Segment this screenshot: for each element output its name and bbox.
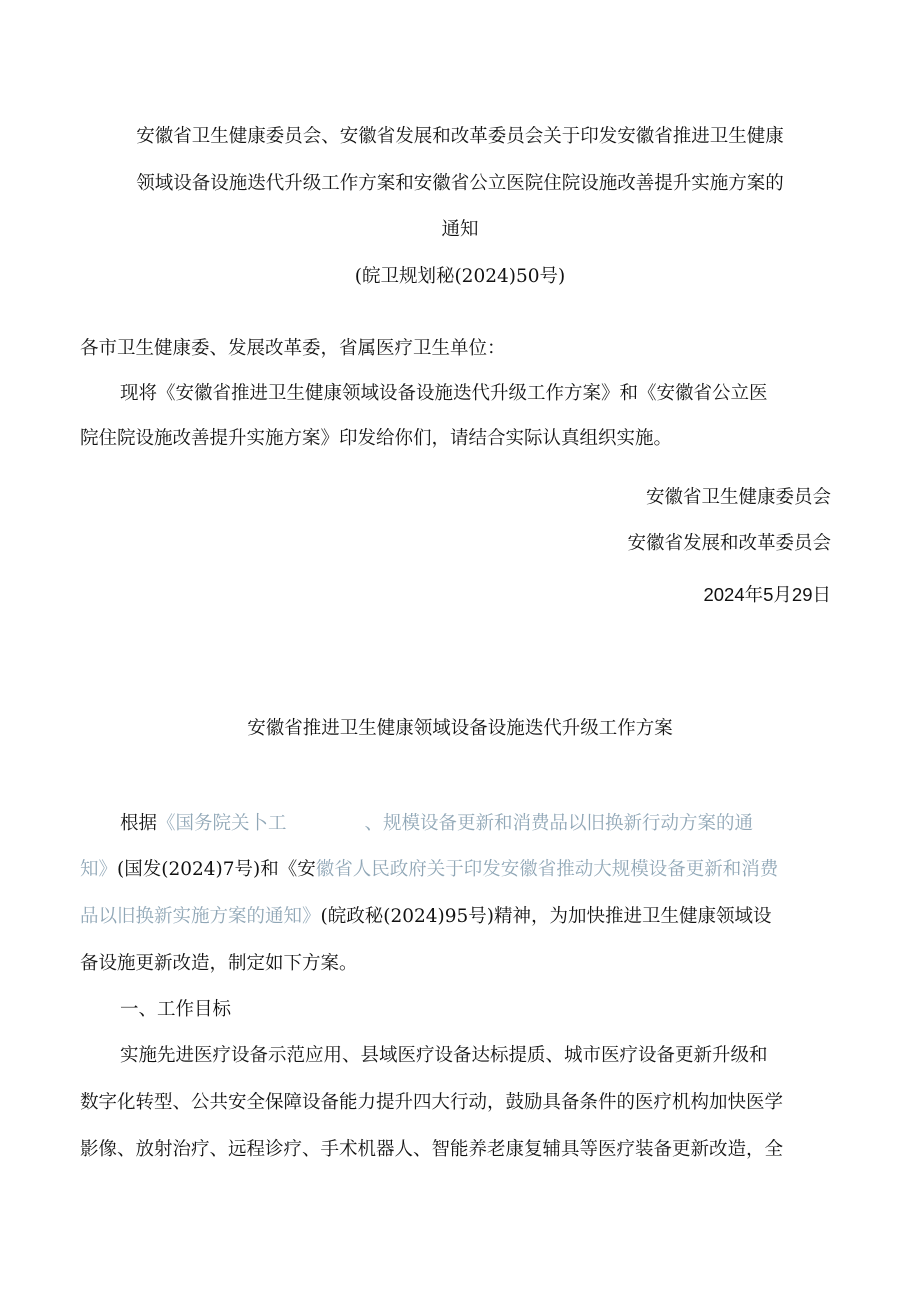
para1-line-2	[80, 861, 778, 880]
para1-line-4: 备设施更新改造，制定如下方案。	[80, 953, 358, 974]
addressee: 各市卫生健康委、发展改革委，省属医疗卫生单位：	[80, 338, 506, 359]
signature-org-2: 安徽省发展和改革委员会	[627, 533, 831, 554]
para2-line-1: 实施先进医疗设备示范应用、县域医疗设备达标提质、城市医疗设备更新升级和	[120, 1045, 768, 1066]
provincial-notice-link-end[interactable]: 品以旧换新实施方案的通知》	[80, 906, 321, 927]
section-title: 安徽省推进卫生健康领域设备设施迭代升级工作方案	[247, 718, 673, 739]
para1-line-1	[120, 815, 753, 834]
para1-text: 根据	[120, 813, 158, 834]
heading-work-goals: 一、工作目标	[120, 999, 232, 1020]
para2-line-2: 数字化转型、公共安全保障设备能力提升四大行动，鼓励具备条件的医疗机构加快医学	[80, 1092, 784, 1113]
document-number: (皖卫规划秘(2024)50号)	[354, 266, 566, 287]
title-line-1: 安徽省卫生健康委员会、安徽省发展和改革委员会关于印发安徽省推进卫生健康	[136, 126, 784, 147]
signature-date: 2024年5月29日	[703, 584, 831, 605]
state-council-notice-link-end[interactable]: 知》	[80, 859, 118, 880]
signature-org-1: 安徽省卫生健康委员会	[645, 487, 831, 508]
body-paragraph-1-line-1: 现将《安徽省推进卫生健康领域设备设施迭代升级工作方案》和《安徽省公立医	[120, 383, 768, 404]
state-council-notice-link[interactable]: 《国务院关卜工	[157, 813, 287, 834]
para1-text: (皖政秘(2024)95号)精神，为加快推进卫生健康领域设	[320, 906, 772, 927]
body-paragraph-1-line-2: 院住院设施改善提升实施方案》印发给你们，请结合实际认真组织实施。	[80, 428, 673, 449]
title-line-2: 领域设备设施迭代升级工作方案和安徽省公立医院住院设施改善提升实施方案的	[136, 173, 784, 194]
state-council-notice-link-continued[interactable]: 、规模设备更新和消费品以旧换新行动方案的通	[364, 813, 754, 834]
para1-line-3	[80, 908, 772, 927]
para2-line-3: 影像、放射治疗、远程诊疗、手术机器人、智能养老康复辅具等医疗装备更新改造，全	[80, 1139, 784, 1160]
para1-text: (国发(2024)7号)和《安	[117, 859, 316, 880]
provincial-notice-link[interactable]: 徽省人民政府关于印发安徽省推动大规模设备更新和消费	[315, 859, 779, 880]
title-line-3: 通知	[441, 219, 479, 240]
